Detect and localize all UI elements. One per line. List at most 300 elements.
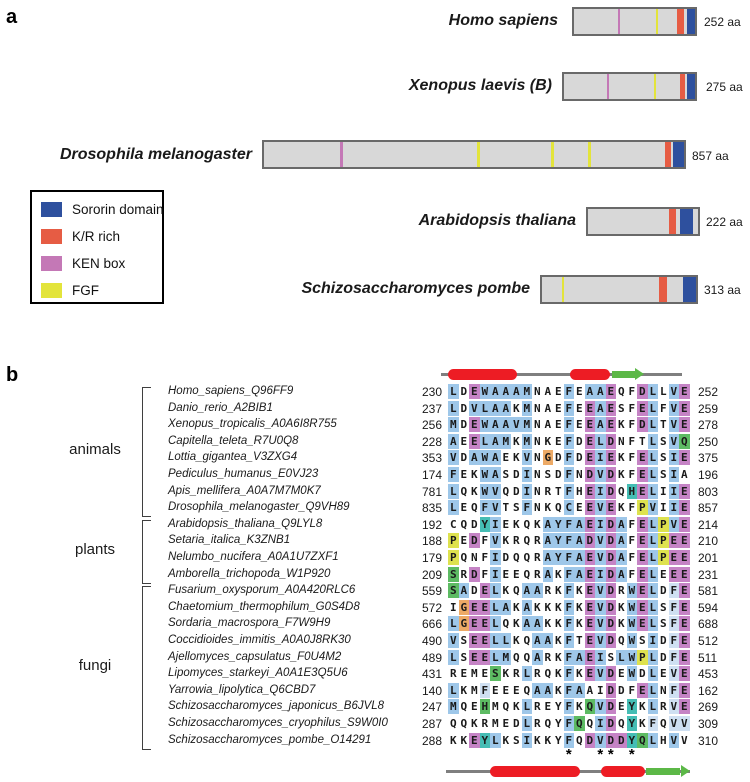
legend-box — [30, 190, 164, 304]
residue-cell: V — [596, 634, 604, 647]
residue-cell: I — [523, 468, 531, 481]
species-name: Drosophila_melanogaster_Q9VH89 — [168, 501, 350, 514]
residue-cell: D — [470, 517, 478, 531]
residue-cell: V — [596, 667, 604, 681]
end-position: 250 — [698, 434, 719, 449]
residue-cell: V — [670, 733, 678, 747]
residue-cell: K — [554, 600, 562, 614]
residue-cell: I — [659, 484, 667, 498]
residue-cell: A — [512, 385, 520, 398]
residue-cell: A — [544, 683, 552, 697]
residue-cell: S — [617, 401, 625, 415]
residue-cell: F — [628, 567, 636, 581]
residue-cell: S — [659, 600, 667, 614]
residue-cell: E — [586, 451, 594, 465]
start-position: 572 — [421, 600, 442, 615]
residue-cell: K — [512, 617, 520, 631]
protein-bar-features — [574, 9, 695, 34]
legend-item-label: FGF — [72, 282, 99, 298]
start-position: 781 — [421, 484, 442, 499]
residue-cell: D — [512, 484, 520, 498]
alignment-row — [0, 716, 750, 733]
residue-cell: E — [502, 451, 510, 465]
start-position: 490 — [421, 634, 442, 648]
panel-a-domain-diagrams — [0, 0, 750, 340]
residue-cell: K — [575, 600, 583, 614]
species-name: Lottia_gigantea_V3ZXG4 — [168, 451, 298, 464]
residue-cell: M — [470, 683, 478, 697]
residue-cell: Q — [523, 567, 531, 581]
residue-cell: M — [502, 434, 510, 448]
residue-cell: K — [575, 584, 583, 598]
residue-cell: T — [659, 418, 667, 432]
alignment-row — [0, 417, 750, 434]
residue-cell: L — [649, 418, 657, 432]
residue-cell: Q — [617, 484, 625, 498]
residue-cell: D — [470, 584, 478, 598]
residue-cell: K — [638, 700, 646, 714]
residue-cell: L — [449, 501, 457, 515]
residue-cell: F — [565, 584, 573, 598]
residue-cell: Q — [460, 551, 468, 564]
residue-cell: E — [607, 385, 615, 398]
residue-cell: V — [670, 700, 678, 714]
residue-cell: N — [470, 551, 478, 564]
residue-cell: R — [512, 667, 520, 681]
residue-cell: L — [449, 484, 457, 498]
residue-cell: N — [533, 451, 541, 465]
sororin-domain-swatch — [41, 202, 62, 217]
residue-cell: Q — [638, 733, 646, 747]
residue-cell: A — [596, 385, 604, 398]
residue-cell: W — [481, 451, 489, 465]
end-position: 581 — [698, 584, 719, 599]
residue-cell: Q — [460, 700, 468, 714]
residue-cell: K — [554, 667, 562, 681]
residue-cell: E — [460, 667, 468, 681]
end-position: 259 — [698, 401, 719, 416]
residue-cell: D — [617, 733, 625, 747]
residue-cell: D — [607, 617, 615, 631]
residue-cell: E — [470, 434, 478, 448]
residue-cell: K — [575, 617, 583, 631]
residue-cell: E — [502, 717, 510, 730]
feature-fgf — [588, 142, 591, 167]
feature-k-r-rich — [677, 9, 684, 34]
residue-cell: V — [470, 401, 478, 415]
residue-cell: A — [533, 683, 541, 697]
residue-cell: I — [659, 501, 667, 515]
alignment-row — [0, 384, 750, 401]
residue-cell: P — [638, 501, 646, 515]
residue-cell: E — [470, 617, 478, 631]
length-label: 222 aa — [706, 215, 743, 229]
residue-cell: E — [638, 401, 646, 415]
residue-cell: V — [670, 517, 678, 531]
residue-cell: F — [628, 418, 636, 432]
residue-cell: K — [512, 700, 520, 714]
residue-cell: F — [449, 468, 457, 481]
residue-cell: W — [481, 484, 489, 498]
residue-cell: E — [607, 418, 615, 432]
residue-cell: E — [680, 501, 688, 515]
residue-cell: N — [533, 385, 541, 398]
residue-cell: E — [554, 385, 562, 398]
residue-cell: Q — [659, 717, 667, 730]
start-position: 256 — [421, 418, 442, 433]
residue-cell: P — [449, 534, 457, 548]
panel-b-label: b — [6, 364, 19, 386]
residue-cell: A — [617, 551, 625, 564]
residue-cell: V — [449, 451, 457, 465]
residue-cell: F — [565, 418, 573, 432]
protein-bar-features — [564, 74, 695, 99]
residue-cell: R — [533, 567, 541, 581]
residue-cell: L — [481, 401, 489, 415]
residue-cell: E — [575, 401, 583, 415]
residue-cell: T — [502, 501, 510, 515]
residue-cell: D — [586, 534, 594, 548]
residue-cell: L — [649, 534, 657, 548]
residue-cell: A — [533, 617, 541, 631]
residue-cell: Y — [481, 517, 489, 531]
residue-cell: S — [491, 667, 499, 681]
residue-cell: E — [481, 617, 489, 631]
residue-cell: W — [628, 600, 636, 614]
residue-cell: F — [670, 600, 678, 614]
residue-cell: I — [596, 451, 604, 465]
start-position: 559 — [421, 584, 442, 599]
residue-cell: V — [670, 401, 678, 415]
k-r-rich-swatch — [41, 229, 62, 244]
residue-cell: E — [638, 468, 646, 481]
residue-cell: L — [649, 683, 657, 697]
residue-cell: E — [638, 617, 646, 631]
residue-cell: H — [481, 700, 489, 714]
residue-cell: L — [502, 634, 510, 647]
residue-cell: K — [617, 501, 625, 515]
residue-cell: E — [607, 501, 615, 515]
residue-cell: E — [638, 584, 646, 598]
residue-cell: F — [670, 683, 678, 697]
end-position: 196 — [698, 468, 719, 482]
species-name: Lipomyces_starkeyi_A0A1E3Q5U6 — [168, 667, 348, 680]
residue-cell: E — [680, 650, 688, 664]
residue-cell: V — [596, 501, 604, 515]
residue-cell: E — [680, 567, 688, 581]
residue-cell: K — [460, 683, 468, 697]
residue-cell: F — [481, 567, 489, 581]
residue-cell: E — [586, 600, 594, 614]
species-name: Pediculus_humanus_E0VJ23 — [168, 468, 319, 480]
species-label: Drosophila melanogaster — [59, 146, 252, 163]
residue-cell: D — [638, 385, 646, 398]
residue-cell: A — [575, 650, 583, 664]
residue-cell: R — [533, 717, 541, 730]
residue-cell: M — [470, 667, 478, 681]
residue-cell: F — [565, 667, 573, 681]
protein-bar — [540, 275, 698, 304]
end-position: 269 — [698, 700, 719, 715]
residue-cell: E — [481, 600, 489, 614]
conserved-asterisk: * — [597, 746, 604, 763]
residue-cell: D — [575, 434, 583, 448]
residue-cell: M — [491, 717, 499, 730]
residue-cell: Q — [449, 717, 457, 730]
residue-cell: L — [649, 434, 657, 448]
residue-cell: D — [470, 534, 478, 548]
end-position: 511 — [698, 650, 718, 665]
species-name: Apis_mellifera_A0A7M7M0K7 — [168, 484, 321, 497]
residue-cell: H — [575, 484, 583, 498]
residue-cell: Q — [586, 700, 594, 714]
residue-cell: L — [649, 667, 657, 681]
residue-cell: I — [649, 634, 657, 647]
residue-cell: K — [533, 517, 541, 531]
residue-cell: F — [481, 683, 489, 697]
end-position: 252 — [698, 385, 719, 399]
residue-cell: K — [554, 650, 562, 664]
residue-cell: S — [607, 650, 615, 664]
alignment-row — [0, 600, 750, 617]
residue-cell: F — [565, 517, 573, 531]
species-label: Homo sapiens — [448, 12, 558, 29]
residue-cell: R — [533, 667, 541, 681]
residue-cell: D — [460, 451, 468, 465]
residue-cell: L — [649, 484, 657, 498]
residue-cell: D — [638, 418, 646, 432]
residue-cell: C — [565, 501, 573, 515]
residue-cell: R — [533, 551, 541, 564]
residue-cell: E — [638, 600, 646, 614]
residue-cell: D — [607, 584, 615, 598]
feature-ken-box — [607, 74, 609, 99]
residue-cell: F — [565, 551, 573, 564]
residue-cell: M — [523, 385, 531, 398]
residue-cell: Q — [617, 385, 625, 398]
residue-cell: L — [449, 401, 457, 415]
residue-cell: S — [449, 567, 457, 581]
residue-cell: A — [491, 401, 499, 415]
residue-cell: F — [565, 567, 573, 581]
residue-cell: I — [449, 600, 457, 614]
residue-cell: E — [470, 700, 478, 714]
residue-cell: W — [481, 418, 489, 432]
helix-icon — [570, 369, 610, 380]
residue-cell: V — [680, 733, 688, 747]
residue-cell: A — [617, 567, 625, 581]
feature-k-r-rich — [680, 74, 685, 99]
residue-cell: Q — [575, 733, 583, 747]
residue-cell: Q — [460, 717, 468, 730]
residue-cell: K — [512, 434, 520, 448]
feature-ken-box — [340, 142, 343, 167]
species-label: Arabidopsis thaliana — [418, 212, 576, 229]
residue-cell: Q — [523, 551, 531, 564]
legend-item-label: K/R rich — [72, 228, 121, 244]
residue-cell: K — [617, 468, 625, 481]
residue-cell: A — [544, 418, 552, 432]
residue-cell: S — [659, 468, 667, 481]
species-name: Amborella_trichopoda_W1P920 — [168, 567, 331, 580]
residue-cell: V — [649, 501, 657, 515]
residue-cell: F — [565, 484, 573, 498]
residue-cell: V — [512, 418, 520, 432]
residue-cell: R — [533, 700, 541, 714]
panel-b-alignment — [0, 340, 750, 782]
residue-cell: Q — [523, 534, 531, 548]
residue-cell: L — [449, 683, 457, 697]
start-position: 237 — [421, 401, 442, 416]
residue-cell: F — [565, 650, 573, 664]
residue-cell: A — [596, 418, 604, 432]
residue-cell: E — [680, 600, 688, 614]
alignment-row — [0, 616, 750, 633]
species-name: Yarrowia_lipolytica_Q6CBD7 — [168, 683, 316, 696]
residue-cell: Q — [523, 650, 531, 664]
residue-cell: D — [554, 451, 562, 465]
residue-cell: R — [512, 534, 520, 548]
residue-cell: F — [670, 650, 678, 664]
residue-cell: R — [481, 717, 489, 730]
residue-cell: E — [512, 683, 520, 697]
residue-cell: V — [670, 434, 678, 448]
end-position: 201 — [698, 551, 719, 565]
species-name: Nelumbo_nucifera_A0A1U7ZXF1 — [168, 551, 339, 563]
residue-cell: Y — [554, 551, 562, 564]
residue-cell: T — [554, 484, 562, 498]
residue-cell: G — [460, 600, 468, 614]
residue-cell: A — [502, 401, 510, 415]
residue-cell: K — [502, 534, 510, 548]
residue-cell: E — [586, 501, 594, 515]
feature-fgf — [562, 277, 565, 302]
strand-arrow-icon — [612, 371, 634, 378]
residue-cell: E — [638, 484, 646, 498]
residue-cell: D — [586, 733, 594, 747]
feature-k-r-rich — [669, 209, 676, 234]
residue-cell: E — [460, 501, 468, 515]
residue-cell: T — [575, 634, 583, 647]
residue-cell: A — [470, 451, 478, 465]
residue-cell: V — [491, 484, 499, 498]
residue-cell: L — [649, 551, 657, 564]
residue-cell: L — [596, 434, 604, 448]
residue-cell: E — [586, 667, 594, 681]
residue-cell: D — [512, 717, 520, 730]
alignment-row — [0, 517, 750, 534]
residue-cell: E — [638, 534, 646, 548]
strand-arrow-icon — [646, 768, 680, 775]
species-name: Schizosaccharomyces_cryophilus_S9W0I0 — [168, 717, 388, 729]
residue-cell: A — [533, 650, 541, 664]
residue-cell: V — [596, 733, 604, 747]
residue-cell: K — [617, 600, 625, 614]
group-label-plants: plants — [74, 540, 116, 558]
residue-cell: E — [491, 683, 499, 697]
residue-cell: E — [481, 634, 489, 647]
length-label: 275 aa — [706, 80, 743, 94]
residue-cell: A — [680, 468, 688, 481]
residue-cell: R — [617, 584, 625, 598]
residue-cell: Q — [575, 717, 583, 730]
residue-cell: I — [670, 484, 678, 498]
residue-cell: Y — [628, 700, 636, 714]
feature-fgf — [656, 9, 658, 34]
residue-cell: I — [523, 733, 531, 747]
residue-cell: D — [470, 567, 478, 581]
residue-cell: E — [607, 401, 615, 415]
residue-cell: L — [649, 733, 657, 747]
residue-cell: F — [670, 634, 678, 647]
residue-cell: K — [554, 617, 562, 631]
residue-cell: F — [481, 534, 489, 548]
residue-cell: D — [586, 468, 594, 481]
residue-cell: F — [628, 501, 636, 515]
residue-cell: I — [670, 501, 678, 515]
residue-cell: Q — [502, 700, 510, 714]
ken-box-swatch — [41, 256, 62, 271]
residue-cell: A — [502, 418, 510, 432]
residue-cell: D — [460, 401, 468, 415]
residue-cell: E — [617, 700, 625, 714]
residue-cell: F — [659, 401, 667, 415]
secondary-structure-top — [448, 368, 690, 381]
residue-cell: E — [586, 517, 594, 531]
residue-cell: E — [554, 401, 562, 415]
conserved-asterisk: * — [565, 746, 572, 763]
protein-bar-features — [542, 277, 696, 302]
residue-cell: E — [481, 650, 489, 664]
residue-cell: K — [638, 717, 646, 730]
residue-cell: L — [481, 434, 489, 448]
residue-cell: W — [628, 617, 636, 631]
residue-cell: E — [544, 700, 552, 714]
residue-cell: I — [596, 567, 604, 581]
residue-cell: S — [512, 733, 520, 747]
residue-cell: Q — [502, 617, 510, 631]
residue-cell: E — [575, 385, 583, 398]
residue-cell: V — [596, 600, 604, 614]
residue-cell: I — [596, 683, 604, 697]
residue-cell: Q — [523, 517, 531, 531]
species-name: Setaria_italica_K3ZNB1 — [168, 534, 291, 547]
feature-fgf — [654, 74, 656, 99]
residue-cell: E — [460, 434, 468, 448]
residue-cell: F — [565, 401, 573, 415]
residue-cell: E — [470, 600, 478, 614]
residue-cell: L — [649, 617, 657, 631]
residue-cell: D — [607, 551, 615, 564]
species-name: Homo_sapiens_Q96FF9 — [168, 385, 294, 397]
start-position: 287 — [421, 717, 442, 731]
residue-cell: L — [649, 385, 657, 398]
residue-cell: Q — [544, 667, 552, 681]
residue-cell: K — [512, 401, 520, 415]
end-position: 512 — [698, 634, 719, 648]
residue-cell: Q — [512, 551, 520, 564]
residue-cell: F — [565, 468, 573, 481]
residue-cell: F — [565, 385, 573, 398]
start-position: 188 — [421, 534, 442, 549]
residue-cell: M — [502, 650, 510, 664]
feature-sororin-domain — [687, 9, 695, 34]
conserved-asterisk: * — [628, 746, 635, 763]
residue-cell: E — [670, 567, 678, 581]
residue-cell: S — [638, 634, 646, 647]
residue-cell: F — [565, 434, 573, 448]
residue-cell: E — [586, 418, 594, 432]
